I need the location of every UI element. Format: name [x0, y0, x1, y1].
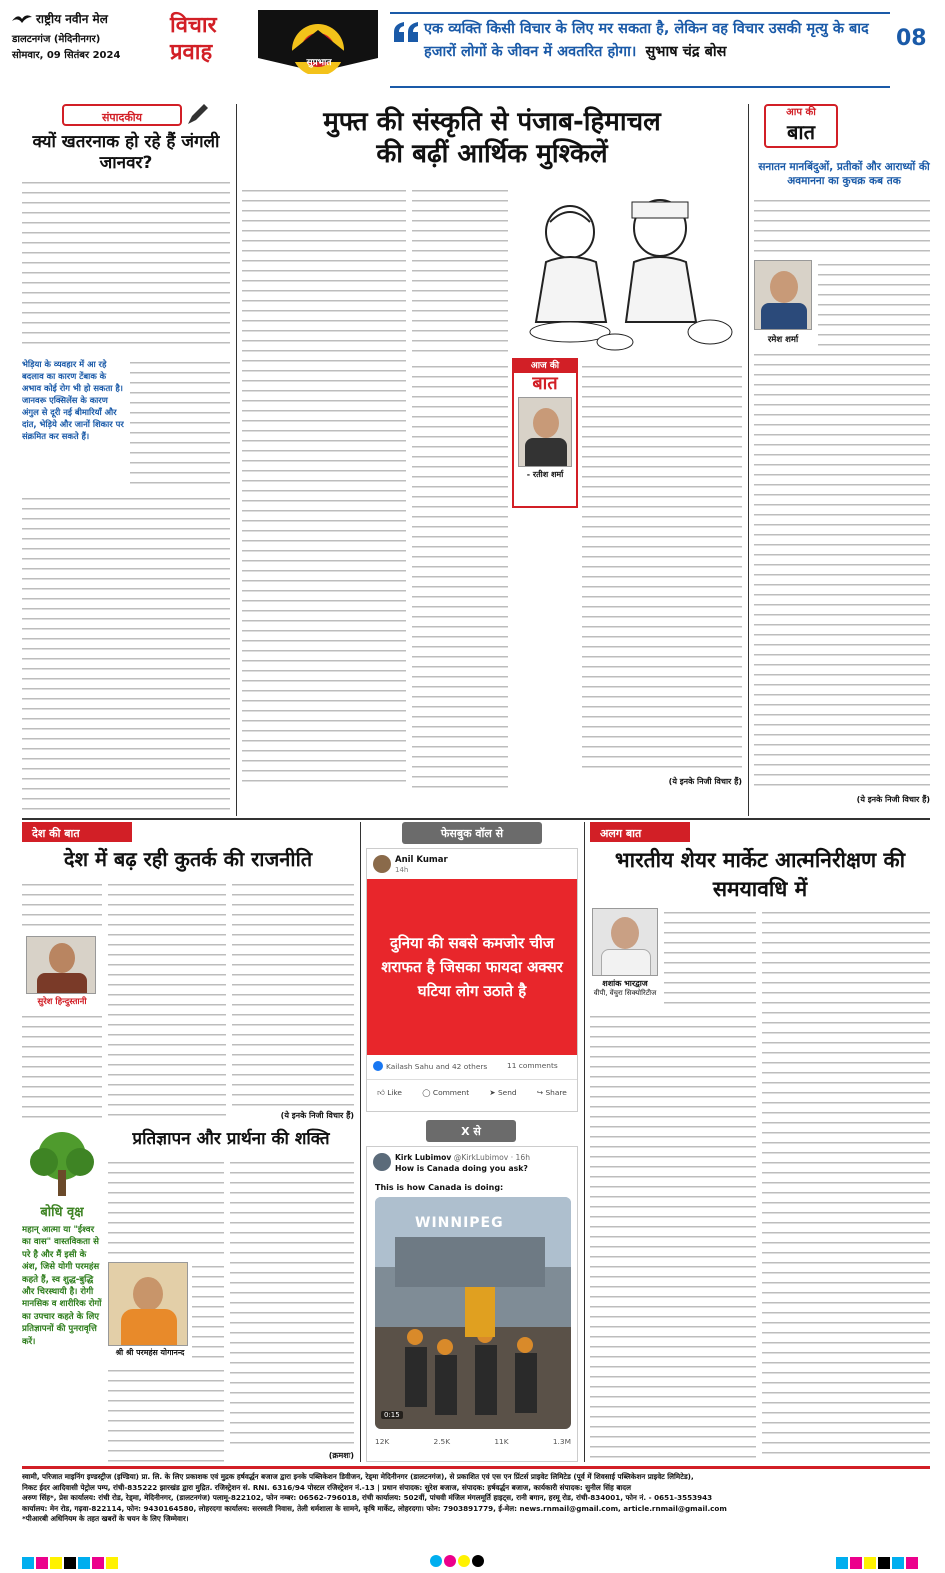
- edition-date: सोमवार, 09 सितंबर 2024: [12, 50, 121, 61]
- section-title-bottom: प्रवाह: [170, 40, 213, 65]
- desh-ki-baat-tab: देश की बात: [22, 822, 132, 842]
- fb-post-card: [366, 848, 578, 1112]
- comment-button[interactable]: ◯ Comment: [422, 1088, 470, 1097]
- alag-baat-section: [590, 822, 930, 1462]
- alag-author-title: वीपी, वेंचुरा सिक्योरिटीज: [593, 989, 657, 997]
- fb-comments-count[interactable]: 11 comments: [507, 1061, 558, 1070]
- quote-box: [390, 12, 890, 88]
- tree-icon: [22, 1130, 102, 1200]
- brand-name: राष्ट्रीय नवीन मेल: [36, 12, 108, 26]
- x-replies[interactable]: 12K: [375, 1437, 390, 1446]
- aap-body-3: [754, 350, 930, 790]
- x-video-sign: WINNIPEG: [415, 1215, 504, 1231]
- x-tab: X से: [426, 1120, 516, 1142]
- x-video-frame: [375, 1197, 571, 1429]
- lead-body-col2: [412, 186, 508, 356]
- alag-author: शशांक भारद्वाज: [602, 979, 648, 988]
- imprint-line-5: *पीआरबी अधिनियम के तहत खबरों के चयन के लिए जिम्मेवार।: [22, 1514, 189, 1523]
- aap-ki-baat-tab: [764, 104, 838, 148]
- facebook-tab: फेसबुक वॉल से: [402, 822, 542, 844]
- fb-time: 14h: [395, 866, 409, 874]
- baat-label: बात: [532, 373, 558, 394]
- quote-text: एक व्यक्ति किसी विचार के लिए मर सकता है, लेकिन वह विचार उसकी मृत्यु के बाद हजारों लोगों के जीवन में अवतरित होगा।: [424, 21, 869, 60]
- editorial-body-bottom: [22, 494, 230, 816]
- x-section: [366, 1120, 578, 1462]
- desh-body-col1b: [22, 1012, 102, 1122]
- editorial-tab: संपादकीय: [62, 104, 182, 126]
- imprint: [22, 1466, 930, 1548]
- fb-post-image: [367, 879, 577, 1055]
- imprint-line-2: निकट ईदर आदिवासी पेट्रोल पम्प, रांची-835222 झारखंड द्वारा मुद्रित. रजिस्ट्रेशन सं. RNI. 6316/94 पोस्टल रजिस्ट्रेशन नं.-13 | प्रधान संपादक: सुरेश बजाज, संपादक: हर्षवर्द्धन बजाज, कार्यकारी संपादक: सुनील सिंह बादल: [22, 1482, 631, 1492]
- x-likes[interactable]: 11K: [494, 1437, 509, 1446]
- bodhi-author: श्री श्री परमहंस योगानन्द: [115, 1348, 185, 1357]
- like-icon: 👍︎: [377, 1088, 385, 1097]
- aap-author-name: रमेश शर्मा: [767, 335, 799, 345]
- bodhi-author-photo: [108, 1262, 188, 1346]
- column-divider: [236, 104, 237, 816]
- section-title-top: विचार: [170, 13, 217, 38]
- send-button[interactable]: ➤ Send: [489, 1088, 517, 1097]
- editorial-headline: क्यों खतरनाक हो रहे हैं जंगली जानवर?: [32, 132, 220, 173]
- x-views[interactable]: 1.3M: [552, 1437, 571, 1446]
- editorial-section: [22, 104, 230, 816]
- like-reaction-icon: [373, 1061, 383, 1071]
- suprabhat-logo: [258, 10, 378, 74]
- imprint-line-1: स्वामी, परिजात माइनिंग इण्डस्ट्रीज (इण्डिया) प्रा. लि. के लिए प्रकाशक एवं मुद्रक हर्षवर्द्धन बजाज द्वारा इनके पब्लिकेशन डिवीजन, रेड्मा मेदिनीनगर (डालटनगंज), से प्रकाशित एवं एस एन प्रिंटर्स प्राइवेट लिमिटेड (पूर्व में शिवसाई पब्लिकेशन प्राइवेट लिमिटेड),: [22, 1472, 694, 1481]
- x-stats-bar: [375, 1437, 571, 1446]
- author-photo: [518, 397, 572, 467]
- desh-ki-baat-section: [22, 822, 354, 1124]
- alag-body-1: [664, 908, 756, 1008]
- lead-body-col4: [582, 362, 742, 772]
- alag-baat-tab: अलग बात: [590, 822, 690, 842]
- logo-caption: सुप्रभात: [306, 58, 332, 68]
- registration-marks-right: [836, 1554, 920, 1573]
- section-title: [170, 12, 258, 76]
- lead-headline-1: मुफ्त की संस्कृति से पंजाब-हिमाचल: [323, 107, 661, 137]
- aaj-ki-label: आज की: [514, 360, 576, 373]
- fb-reactions: Kailash Sahu and 42 others: [373, 1061, 487, 1071]
- x-user: Kirk Lubimov @KirkLubimov · 16h: [395, 1153, 531, 1162]
- x-reposts[interactable]: 2.5K: [433, 1437, 451, 1446]
- bodhi-headline: प्रतिज्ञापन और प्रार्थना की शक्ति: [132, 1129, 330, 1149]
- alag-headline: भारतीय शेयर मार्केट आत्मनिरीक्षण की समयावधि में: [614, 848, 906, 901]
- aap-ki-baat-headline: सनातन मानबिंदुओं, प्रतीकों और आराध्यों की अवमानना का कुचक्र कब तक: [758, 161, 930, 187]
- comment-icon: ◯: [422, 1088, 431, 1097]
- brand-block: [12, 10, 152, 96]
- like-button[interactable]: 👍︎ Like: [377, 1088, 402, 1097]
- desh-body-col3: [232, 880, 354, 1108]
- share-button[interactable]: ↪ Share: [536, 1088, 567, 1097]
- registration-marks-left: [22, 1554, 120, 1573]
- registration-marks-center: [430, 1552, 486, 1571]
- lead-section: [242, 106, 742, 818]
- aap-baat-label: बात: [787, 120, 815, 144]
- x-video[interactable]: [375, 1197, 571, 1429]
- x-video-time: 0:15: [381, 1411, 403, 1419]
- bodhi-footer: (क्रमशः): [328, 1451, 354, 1460]
- edition-city: डालटनगंज (मेदिनीनगर): [12, 34, 101, 45]
- pen-icon: [186, 104, 210, 126]
- imprint-line-3: अरुण सिंह*, प्रेस कार्यालय: रांची रोड, रेड्मा, मेदिनीनगर, (डालटनगंज) पलामू-822102, फोन नम्बर: 06562-796018, रांची कार्यालय: 502वीं, पांचवी मंजिल मंगलमूर्ति हाइट्स, रानी बगान, हरमू रोड, रांची-834001, फोन नं. - 0651-3553943: [22, 1493, 713, 1502]
- editorial-body-right: [130, 358, 230, 486]
- alag-author-photo: [592, 908, 658, 976]
- bodhi-body-3: [108, 1366, 224, 1462]
- imprint-line-4: कार्यालय: मेन रोड, गढ़वा-822114, फोन: 9430164580, लोहरदगा कार्यालय: सरस्वती निवास, तेली धर्मशाला के सामने, कृषि मार्केट, लोहरदगा। फोन: 7903891779, ई-मेल: news.rnmail@gmail.com, article.rnmail@gmail.com: [22, 1503, 727, 1513]
- desh-footer: (ये इनके निजी विचार हैं): [280, 1111, 354, 1120]
- bird-icon: [12, 13, 32, 25]
- aaj-ki-baat-box: [512, 358, 578, 508]
- aap-author-photo: [754, 260, 812, 330]
- bodhi-body-1: [108, 1158, 224, 1258]
- x-avatar: [373, 1153, 391, 1171]
- lead-author: - रतीश शर्मा: [526, 470, 564, 479]
- facebook-section: [366, 822, 578, 1114]
- desh-author: सुरेश हिन्दुस्तानी: [37, 997, 87, 1007]
- lead-footer: (ये इनके निजी विचार हैं): [668, 777, 742, 786]
- aap-footer: (ये इनके निजी विचार हैं): [856, 795, 930, 804]
- masthead: [12, 10, 932, 98]
- alag-body-2: [590, 1012, 756, 1458]
- bodhi-title: बोधि वृक्ष: [40, 1205, 84, 1220]
- fb-user-name: Anil Kumar: [395, 855, 448, 865]
- alag-body-3: [762, 908, 930, 1458]
- x-post-card: [366, 1146, 578, 1462]
- editorial-pullquote: भेड़िया के व्यवहार में आ रहे बदलाव का कारण टेंबाक के अभाव कोई रोग भी हो सकता है। जानवरू एक्सिलेंस के कारण अंगुल से दूरी नई बीमारियाँ और दांत, भेड़िये और जानों शिकार पर संक्रमित कर सकते हैं।: [22, 359, 124, 441]
- column-divider-3: [360, 822, 361, 1462]
- fb-avatar: [373, 855, 391, 873]
- bodhi-pullquote: महान् आत्मा या "ईश्वर का वास" वास्तविकता से परे है और मैं इसी के अंश, जिसे योगी परमहंस कहते हैं, स्व शुद्ध-बुद्धि और चिरस्थायी है। रोगी मानसिक व शारीरिक रोगों का उपचार कहते के लिए प्रतिज्ञापनों की पुनरावृत्ति करें।: [22, 1225, 102, 1347]
- bodhi-section: [22, 1130, 354, 1470]
- lead-cartoon: [510, 182, 742, 354]
- fb-action-bar: [367, 1079, 577, 1105]
- lead-body-col3: [412, 362, 508, 790]
- quote-author: सुभाष चंद्र बोस: [645, 44, 727, 60]
- lead-body-col1: [242, 186, 406, 790]
- desh-body-top: [22, 880, 102, 934]
- aap-ki-label: आप की: [786, 107, 816, 118]
- page-number: 08: [896, 26, 927, 51]
- x-question: How is Canada doing you ask?: [395, 1164, 528, 1173]
- editorial-body-top: [22, 178, 230, 350]
- column-divider-4: [584, 822, 585, 1462]
- desh-body-col2: [108, 880, 226, 1122]
- share-icon: ↪: [536, 1088, 544, 1097]
- cartoon-illustration: [510, 182, 742, 354]
- aap-body-1: [754, 196, 930, 256]
- send-icon: ➤: [489, 1088, 496, 1097]
- x-caption: This is how Canada is doing:: [375, 1183, 504, 1192]
- bodhi-body-2: [192, 1262, 224, 1366]
- section-divider: [22, 818, 930, 820]
- fb-post-text: दुनिया की सबसे कमजोर चीज शराफत है जिसका फायदा अक्सर घटिया लोग उठाते है: [381, 934, 563, 1000]
- lead-headline-2: की बढ़ीं आर्थिक मुश्किलें: [376, 139, 608, 169]
- desh-headline: देश में बढ़ रही कुतर्क की राजनीति: [63, 847, 313, 871]
- aap-body-2: [818, 260, 930, 346]
- aap-ki-baat-section: [754, 104, 930, 816]
- quote-icon: [394, 22, 418, 42]
- column-divider-2: [748, 104, 749, 816]
- desh-author-photo: [26, 936, 96, 994]
- bodhi-body-4: [230, 1158, 354, 1448]
